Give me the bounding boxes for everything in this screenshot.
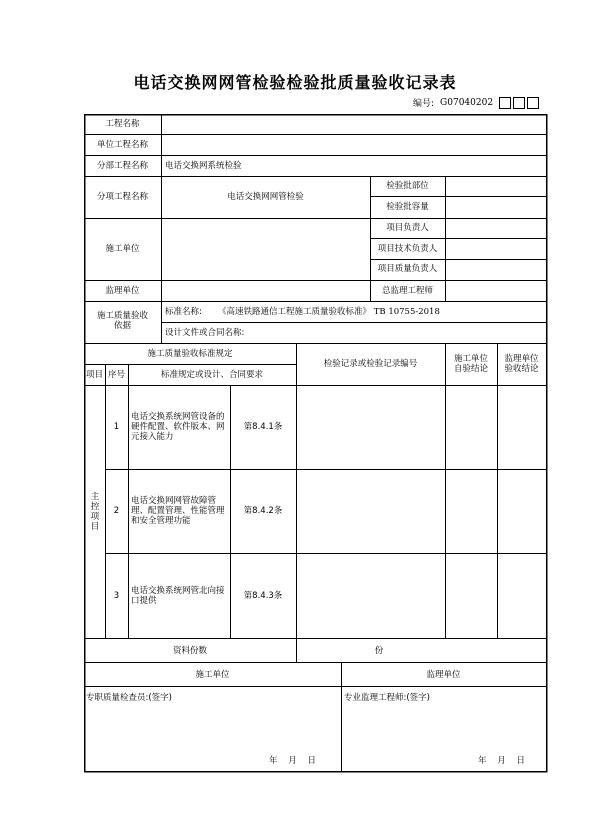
col-construction-header-1: 施工单位 xyxy=(453,354,488,364)
item-2-clause: 第8.4.2条 xyxy=(243,506,283,516)
inspection-batch-capacity-label: 检验批容量 xyxy=(386,202,429,212)
item-3-clause: 第8.4.3条 xyxy=(243,591,283,601)
supervision-unit-label: 监理单位 xyxy=(105,286,140,296)
sub-project-value: 电话交换网系统检验 xyxy=(165,161,242,171)
item-2-seq: 2 xyxy=(113,506,120,516)
standard-name-label: 标准名称: xyxy=(165,307,202,317)
design-docs-label: 设计文件或合同名称: xyxy=(165,328,245,338)
item-project-value: 电话交换网网管检验 xyxy=(227,192,304,202)
col-construction-header-2: 自验结论 xyxy=(453,364,488,374)
project-leader-label: 项目负责人 xyxy=(386,223,429,233)
docs-count-unit: 份 xyxy=(374,646,384,656)
date-right: 年 月 日 xyxy=(478,756,525,766)
code-label: 编号: xyxy=(413,99,435,109)
inspection-batch-location-label: 检验批部位 xyxy=(386,181,429,191)
basis-label-2: 依据 xyxy=(113,321,131,331)
main-control-label: 主控项目 xyxy=(90,492,100,532)
project-name-label: 工程名称 xyxy=(105,119,140,129)
item-1-clause: 第8.4.1条 xyxy=(243,422,283,432)
col-item-header: 项目 xyxy=(85,370,103,380)
footer-construction-unit: 施工单位 xyxy=(195,670,230,680)
basis-label-1: 施工质量验收 xyxy=(96,311,148,321)
item-2-requirement: 电话交换网网管故障管理、配置管理、性能管理和安全管理功能 xyxy=(131,496,225,526)
page-title: 电话交换网网管检验检验批质量验收记录表 xyxy=(133,73,457,92)
code-value: G07040202 xyxy=(440,97,494,108)
item-1-requirement: 电话交换系统网管设备的硬件配置、软件版本、网元接入能力 xyxy=(131,412,225,442)
unit-project-name-label: 单位工程名称 xyxy=(96,140,148,150)
quality-inspector-signature: 专职质量检查员:(签字) xyxy=(86,693,172,703)
sub-project-name-label: 分部工程名称 xyxy=(96,161,148,171)
construction-unit-label: 施工单位 xyxy=(105,244,140,254)
standard-name-value: 《高速铁路通信工程施工质量验收标准》 TB 10755-2018 xyxy=(218,307,440,317)
col-record-header: 检验记录或检验记录编号 xyxy=(323,359,418,369)
col-seq-header: 序号 xyxy=(107,370,125,380)
col-supervision-header-2: 验收结论 xyxy=(504,364,539,374)
docs-count-label: 资料份数 xyxy=(172,646,207,656)
col-supervision-header-1: 监理单位 xyxy=(504,354,539,364)
tech-leader-label: 项目技术负责人 xyxy=(377,244,438,254)
date-left: 年 月 日 xyxy=(269,756,316,766)
item-1-seq: 1 xyxy=(113,422,120,432)
col-requirement-header: 标准规定或设计、合同要求 xyxy=(160,370,263,380)
footer-supervision-unit: 监理单位 xyxy=(426,670,461,680)
quality-leader-label: 项目质量负责人 xyxy=(377,264,438,274)
item-project-name-label: 分项工程名称 xyxy=(96,192,148,202)
spec-group-header: 施工质量验收标准规定 xyxy=(147,349,233,359)
supervision-engineer-signature: 专业监理工程师:(签字) xyxy=(344,693,430,703)
chief-supervisor-label: 总监理工程师 xyxy=(381,286,433,296)
item-3-seq: 3 xyxy=(113,591,120,601)
item-3-requirement: 电话交换系统网管北向接口提供 xyxy=(131,586,225,606)
